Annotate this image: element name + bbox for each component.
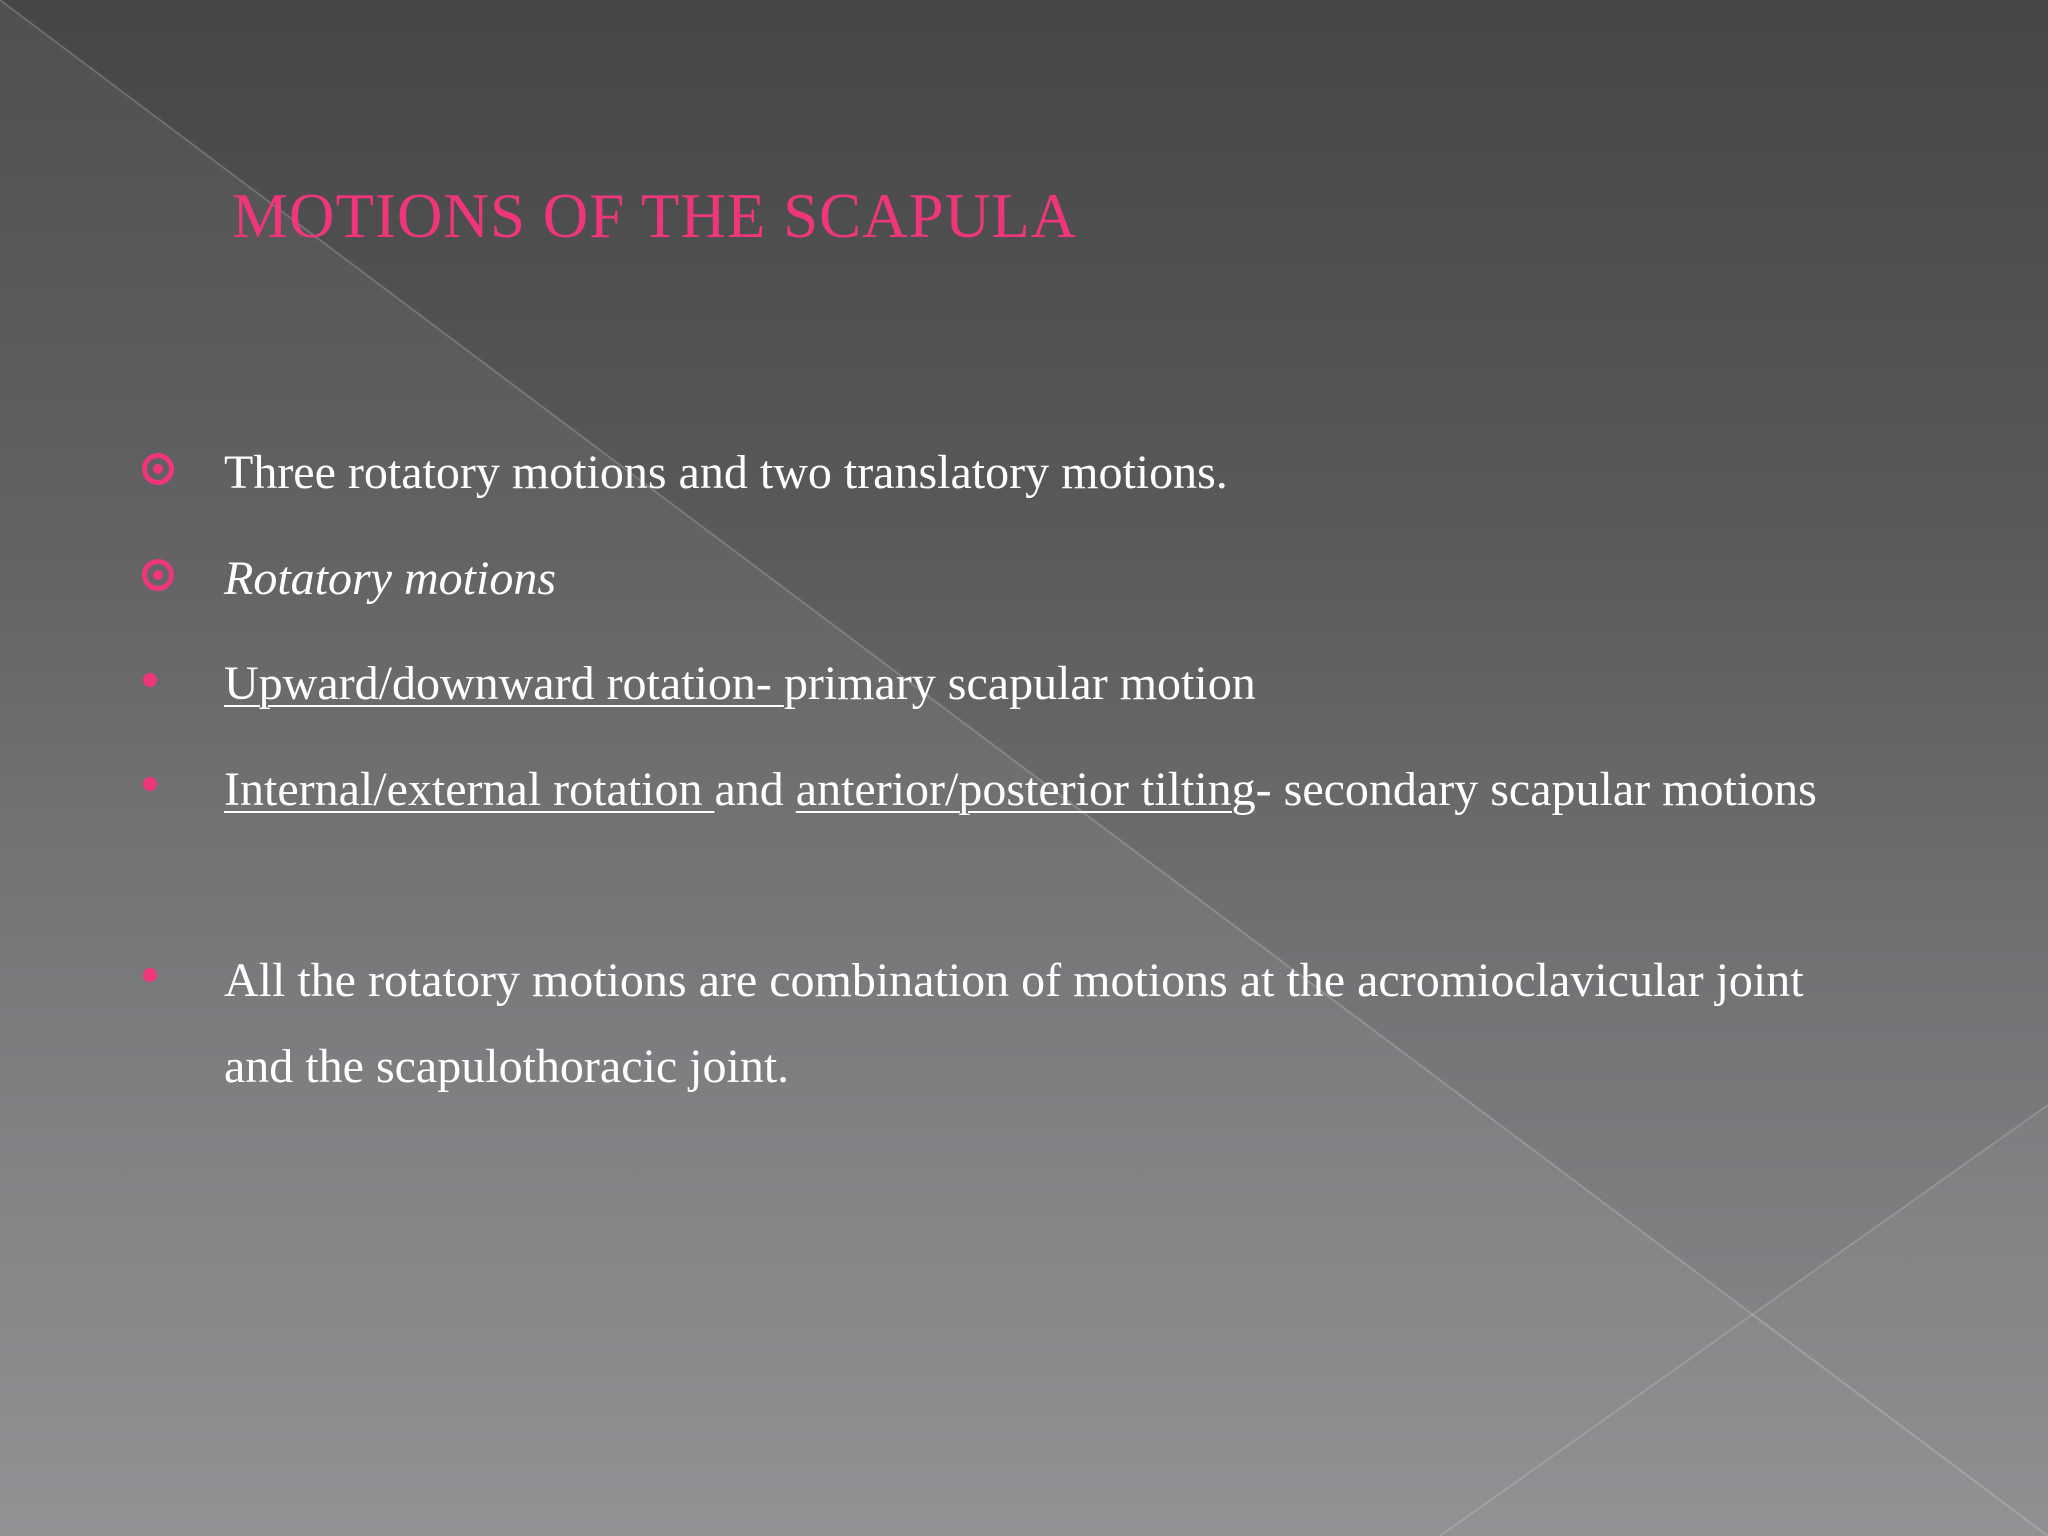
underlined-term: Upward/downward rotation-	[224, 657, 784, 710]
bullet-text: Three rotatory motions and two translatory motions.	[224, 446, 1228, 499]
dot-bullet-icon	[143, 777, 157, 791]
ring-bullet-icon	[142, 559, 174, 591]
bullet-connector: and	[714, 763, 796, 816]
slide-title: MOTIONS OF THE SCAPULA	[232, 181, 1078, 251]
ring-bullet-icon	[142, 453, 174, 485]
bullet-description: - secondary scapular motions	[1255, 763, 1817, 816]
dot-bullet-icon	[143, 968, 157, 982]
bullet-text	[224, 747, 1864, 833]
underlined-term: Internal/external rotation	[224, 763, 715, 816]
bullet-text	[224, 641, 1864, 727]
bullet-text: Rotatory motions	[224, 552, 556, 605]
underlined-term: anterior/posterior tilting	[795, 763, 1256, 816]
bullet-description: primary scapular motion	[783, 657, 1256, 710]
bullet-text: All the rotatory motions are combination of motions at the acromioclavicular joint and the scapulothoracic joint.	[224, 954, 1804, 1093]
dot-bullet-icon	[143, 673, 157, 687]
